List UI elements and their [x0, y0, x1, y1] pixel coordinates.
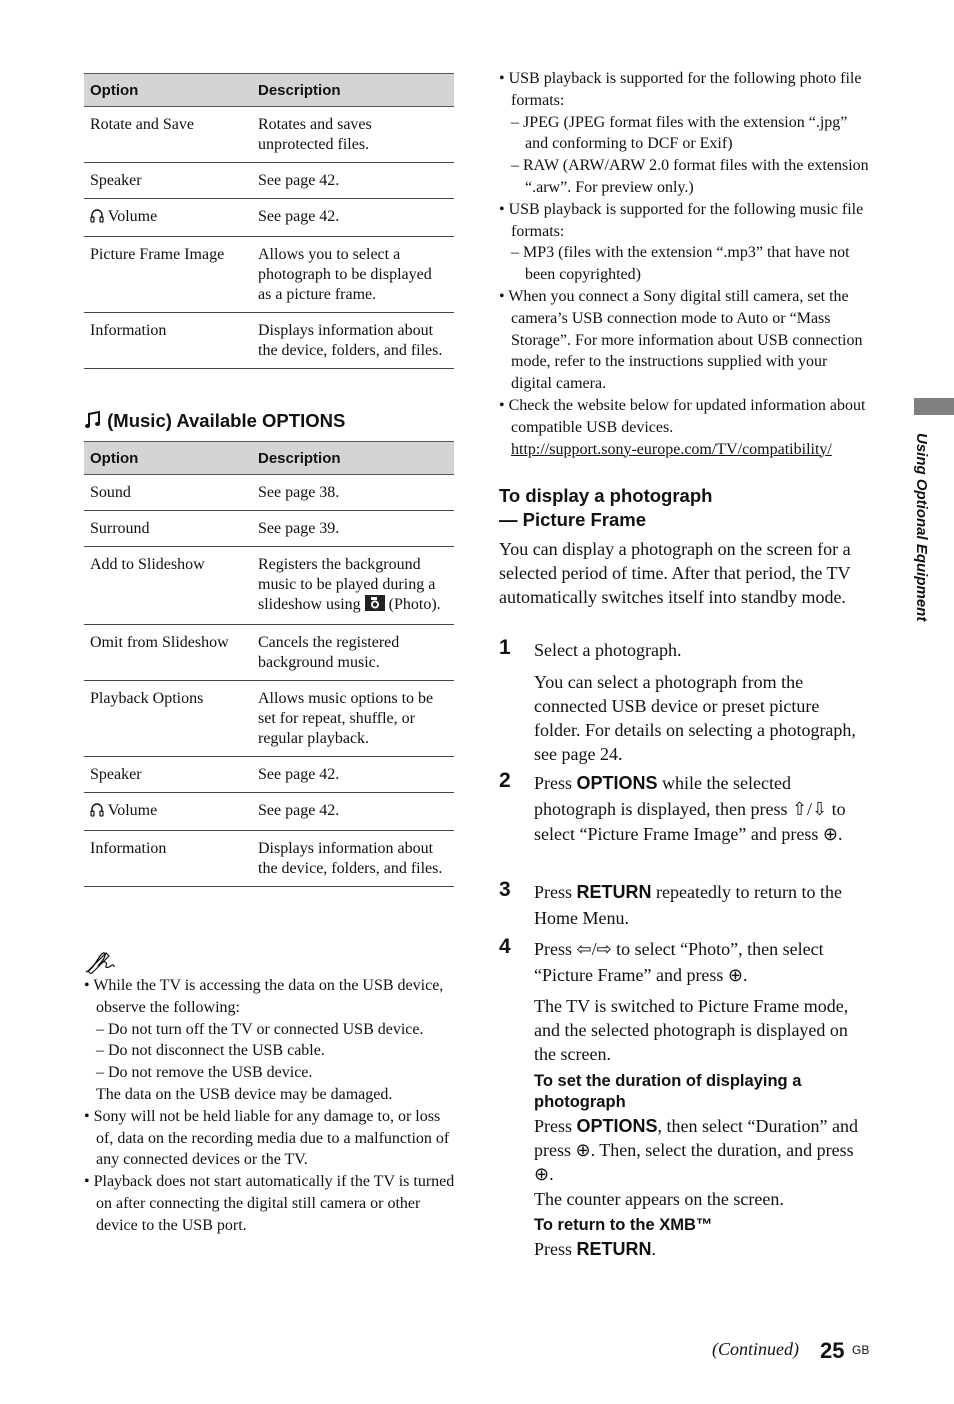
text-part: Press [534, 1239, 577, 1259]
description-cell [252, 547, 454, 625]
option-cell [84, 793, 252, 831]
table-row [84, 757, 454, 793]
usb-notes-left [84, 975, 456, 1237]
option-cell: Playback Options [84, 681, 252, 757]
option-cell [84, 199, 252, 237]
table-row [84, 107, 454, 163]
page-region-suffix: GB [852, 1343, 870, 1357]
duration-text [534, 1114, 874, 1186]
note-dash: – MP3 (files with the extension “.mp3” that have not been copyrighted) [511, 244, 850, 284]
side-tab-label: Using Optional Equipment [913, 433, 930, 622]
step-detail: The TV is switched to Picture Frame mode, and the selected photograph is displayed on the screen. [534, 996, 849, 1064]
camera-icon [365, 595, 385, 617]
step-number: 3 [499, 878, 511, 901]
table-row [84, 547, 454, 625]
step-number: 2 [499, 769, 511, 792]
return-key: RETURN [576, 882, 652, 902]
step-text-part: while the selected photograph is displayed, then press ⇧/⇩ to select “Picture Frame Image” and press ⊕. [534, 773, 846, 844]
option-label: Volume [107, 208, 158, 225]
description-text: Registers the background music to be played during a slideshow using [258, 556, 436, 613]
text-part: . [651, 1239, 657, 1259]
description-cell: See page 42. [252, 793, 454, 831]
option-cell: Rotate and Save [84, 107, 252, 163]
description-cell: Rotates and saves unprotected files. [252, 107, 454, 163]
note-bullet: • When you connect a Sony digital still camera, set the camera’s USB connection mode to Auto or “Mass Storage”. For more information about USB connection mode, refer to the instructions supplied with your digital camera. [499, 287, 863, 393]
note-dash: – Do not disconnect the USB cable. [96, 1042, 325, 1060]
table-row [84, 199, 454, 237]
note-bullet: • While the TV is accessing the data on the USB device, observe the following: [84, 977, 444, 1016]
description-cell: See page 42. [252, 199, 454, 237]
heading-line: — Picture Frame [499, 509, 647, 530]
description-cell: Allows you to select a photograph to be displayed as a picture frame. [252, 237, 454, 313]
table-row [84, 475, 454, 511]
note-bullet: • USB playback is supported for the following music file formats: [499, 200, 864, 240]
description-cell: See page 42. [252, 163, 454, 199]
description-cell: Cancels the registered background music. [252, 625, 454, 681]
note-dash: – RAW (ARW/ARW 2.0 format files with the extension “.arw”. For preview only.) [511, 157, 869, 196]
continued-label: (Continued) [712, 1339, 799, 1359]
options-key: OPTIONS [576, 773, 658, 793]
return-text [534, 1237, 874, 1261]
headphones-icon [90, 208, 104, 229]
description-cell: See page 42. [252, 757, 454, 793]
column-header-option: Option [84, 74, 252, 107]
note-bullet: • Playback does not start automatically if the TV is turned on after connecting the digital still camera or other device to the USB port. [84, 1173, 455, 1234]
text-part: , then select “Duration” and press ⊕. Then, select the duration, and press ⊕. [534, 1116, 858, 1184]
note-bullet: • Sony will not be held liable for any damage to, or loss of, data on the recording media due to a malfunction of any connected devices or the TV. [84, 1107, 450, 1169]
music-note-icon [84, 411, 102, 434]
music-options-heading [84, 410, 345, 434]
step-text: Select a photograph. [534, 640, 682, 660]
step-text-part: Press [534, 773, 577, 793]
heading-line: To display a photograph [499, 485, 713, 506]
step-number: 4 [499, 935, 511, 958]
note-bullet: • USB playback is supported for the following photo file formats: [499, 70, 862, 109]
description-cell: See page 39. [252, 511, 454, 547]
usb-notes-right [499, 68, 871, 460]
note-bullet: • Check the website below for updated information about compatible USB devices. [499, 396, 866, 436]
counter-text: The counter appears on the screen. [534, 1189, 784, 1209]
step-text [534, 771, 874, 848]
option-cell: Speaker [84, 163, 252, 199]
description-cell: See page 38. [252, 475, 454, 511]
table-row [84, 681, 454, 757]
return-key: RETURN [576, 1239, 652, 1259]
note-dash: – JPEG (JPEG format files with the extension “.jpg” and conforming to DCF or Exif) [511, 113, 848, 153]
note-paragraph: The data on the USB device may be damaged. [96, 1085, 393, 1103]
step-text: Press ⇦/⇨ to select “Photo”, then select “Picture Frame” and press ⊕. [534, 939, 824, 985]
step-number: 1 [499, 636, 511, 659]
note-dash: – Do not remove the USB device. [96, 1064, 313, 1082]
table-row [84, 163, 454, 199]
picture-frame-intro: You can display a photograph on the screen for a selected period of time. After that period, the TV automatically switches itself into standby mode. [499, 539, 851, 607]
option-cell: Picture Frame Image [84, 237, 252, 313]
page-number: 25 [820, 1338, 845, 1363]
option-cell: Surround [84, 511, 252, 547]
compatibility-link[interactable]: http://support.sony-europe.com/TV/compatibility/ [511, 440, 832, 458]
table-row [84, 793, 454, 831]
step-text-part: Press [534, 882, 577, 902]
column-header-option: Option [84, 442, 252, 475]
step-text-part: repeatedly to return to the Home Menu. [534, 882, 842, 928]
option-cell: Sound [84, 475, 252, 511]
description-cell: Displays information about the device, folders, and files. [252, 831, 454, 887]
table-row [84, 831, 454, 887]
description-cell: Displays information about the device, folders, and files. [252, 313, 454, 369]
column-header-description: Description [252, 442, 454, 475]
option-cell: Omit from Slideshow [84, 625, 252, 681]
text-part: Press [534, 1116, 577, 1136]
step-text [534, 880, 874, 931]
option-cell: Information [84, 831, 252, 887]
table-row [84, 313, 454, 369]
step-detail: You can select a photograph from the connected USB device or preset picture folder. For details on selecting a photograph, see page 24. [534, 672, 856, 764]
duration-subheading: To set the duration of displaying a photograph [534, 1072, 802, 1111]
options-key: OPTIONS [576, 1116, 658, 1136]
table-row [84, 625, 454, 681]
options-table-music [84, 441, 454, 887]
option-cell: Information [84, 313, 252, 369]
description-cell: Allows music options to be set for repeat, shuffle, or regular playback. [252, 681, 454, 757]
option-label: Volume [107, 802, 158, 819]
table-row [84, 511, 454, 547]
option-cell: Speaker [84, 757, 252, 793]
music-options-title: (Music) Available OPTIONS [107, 410, 346, 431]
option-cell: Add to Slideshow [84, 547, 252, 625]
note-dash: – Do not turn off the TV or connected USB device. [96, 1020, 424, 1038]
side-tab-marker [914, 398, 954, 415]
return-subheading: To return to the XMB™ [534, 1216, 713, 1234]
description-text: (Photo). [388, 596, 441, 613]
options-table-photo [84, 73, 454, 369]
headphones-icon [90, 802, 104, 823]
picture-frame-heading [499, 484, 712, 532]
table-row [84, 237, 454, 313]
column-header-description: Description [252, 74, 454, 107]
